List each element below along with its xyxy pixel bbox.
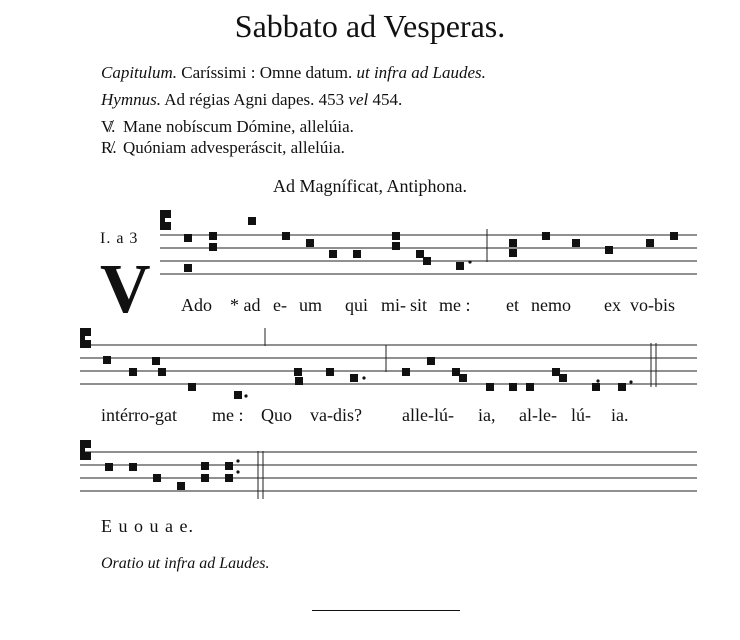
neume-note xyxy=(592,383,600,391)
neume-note xyxy=(225,462,233,470)
lyric-syllable: * ad xyxy=(230,295,261,315)
neume-note xyxy=(392,232,400,240)
neume-note xyxy=(509,249,517,257)
lyric-syllable: va-dis? xyxy=(310,405,362,425)
neume-note xyxy=(201,474,209,482)
neume-note xyxy=(646,239,654,247)
neume-note xyxy=(234,391,242,399)
neume-note xyxy=(248,217,256,225)
neume-note xyxy=(423,257,431,265)
oratio-text: Oratio ut infra ad Laudes. xyxy=(101,555,270,572)
neume-note xyxy=(188,383,196,391)
neume-note xyxy=(572,239,580,247)
lyric-syllable: e- xyxy=(273,295,287,315)
lyric-syllable: vo-bis xyxy=(630,295,675,315)
versicle-text: Mane nobíscum Dómine, allelúia. xyxy=(123,117,354,136)
neume-note xyxy=(329,250,337,258)
do-clef xyxy=(84,328,91,336)
do-clef xyxy=(84,340,91,348)
neume-note xyxy=(353,250,361,258)
neume-note xyxy=(282,232,290,240)
hymnus-vel: vel xyxy=(348,90,369,109)
response-text: Quóniam advesperáscit, allelúia. xyxy=(123,138,345,157)
neume-note xyxy=(152,357,160,365)
neume-note xyxy=(452,368,460,376)
neume-note xyxy=(103,356,111,364)
mora-dot xyxy=(362,376,365,379)
neume-note xyxy=(201,462,209,470)
lyric-syllable: me : xyxy=(439,295,471,315)
lyric-syllable: nemo xyxy=(531,295,571,315)
hymnus-label: Hymnus. xyxy=(101,90,161,109)
mora-dot xyxy=(236,459,239,462)
lyric-syllable: Ado xyxy=(181,295,212,315)
closing-rule xyxy=(312,610,460,611)
neume-note xyxy=(177,482,185,490)
neume-note xyxy=(605,246,613,254)
neume-note xyxy=(552,368,560,376)
neume-note xyxy=(184,264,192,272)
neume-note xyxy=(670,232,678,240)
neume-note xyxy=(326,368,334,376)
neume-note xyxy=(509,239,517,247)
lyric-syllable: me : xyxy=(212,405,244,425)
capitulum-ref: ut infra ad Laudes. xyxy=(356,63,486,82)
neume-note xyxy=(486,383,494,391)
lyric-syllable: alle-lú- xyxy=(402,405,454,425)
lyric-syllable: ia. xyxy=(611,405,629,425)
neume-note xyxy=(559,374,567,382)
neume-note xyxy=(509,383,517,391)
capitulum-text: Caríssimi : Omne datum. xyxy=(181,63,353,82)
neume-note xyxy=(306,239,314,247)
neume-note xyxy=(416,250,424,258)
lyric-syllable: um xyxy=(299,295,323,315)
neume-note xyxy=(392,242,400,250)
lyric-syllable: et xyxy=(506,295,519,315)
neume-note xyxy=(526,383,534,391)
mora-dot xyxy=(244,394,247,397)
initial-letter: V xyxy=(100,251,151,328)
do-clef xyxy=(84,440,91,448)
neume-note xyxy=(427,357,435,365)
neume-note xyxy=(129,368,137,376)
neume-note xyxy=(459,374,467,382)
neume-note xyxy=(295,377,303,385)
do-clef xyxy=(164,210,171,218)
neume-note xyxy=(618,383,626,391)
neume-note xyxy=(209,232,217,240)
lyric-syllable: qui xyxy=(345,295,369,315)
euouae-text: E u o u a e. xyxy=(101,516,194,536)
versicle-symbol: V̸. xyxy=(101,117,116,136)
lyric-syllable: ex xyxy=(604,295,621,315)
neume-note xyxy=(225,474,233,482)
lyric-syllable: intérro-gat xyxy=(101,405,177,425)
neume-note xyxy=(209,243,217,251)
hymnus-text: Ad régias Agni dapes. 453 xyxy=(164,90,345,109)
page-title: Sabbato ad Vesperas. xyxy=(234,8,506,44)
neume-note xyxy=(158,368,166,376)
neume-note xyxy=(153,474,161,482)
antiphon-heading: Ad Magníficat, Antiphona. xyxy=(273,176,467,196)
lyric-syllable: Quo xyxy=(261,405,292,425)
neume-note xyxy=(402,368,410,376)
neume-note xyxy=(350,374,358,382)
antiphon-mode: I. a 3 xyxy=(100,230,139,247)
neume-note xyxy=(542,232,550,240)
capitulum-label: Capitulum. xyxy=(101,63,178,82)
do-clef xyxy=(164,222,171,230)
neume-note xyxy=(129,463,137,471)
do-clef xyxy=(84,452,91,460)
mora-dot xyxy=(236,470,239,473)
hymnus-alt: 454. xyxy=(372,90,403,109)
mora-dot xyxy=(596,379,599,382)
neume-note xyxy=(294,368,302,376)
response-symbol: R̸. xyxy=(101,138,117,157)
mora-dot xyxy=(468,260,471,263)
lyric-syllable: al-le- xyxy=(519,405,557,425)
neume-note xyxy=(105,463,113,471)
mora-dot xyxy=(629,380,632,383)
lyric-syllable: lú- xyxy=(571,405,591,425)
lyric-syllable: mi- xyxy=(381,295,406,315)
lyric-syllable: sit xyxy=(410,295,428,315)
neume-note xyxy=(184,234,192,242)
lyric-syllable: ia, xyxy=(478,405,496,425)
neume-note xyxy=(456,262,464,270)
